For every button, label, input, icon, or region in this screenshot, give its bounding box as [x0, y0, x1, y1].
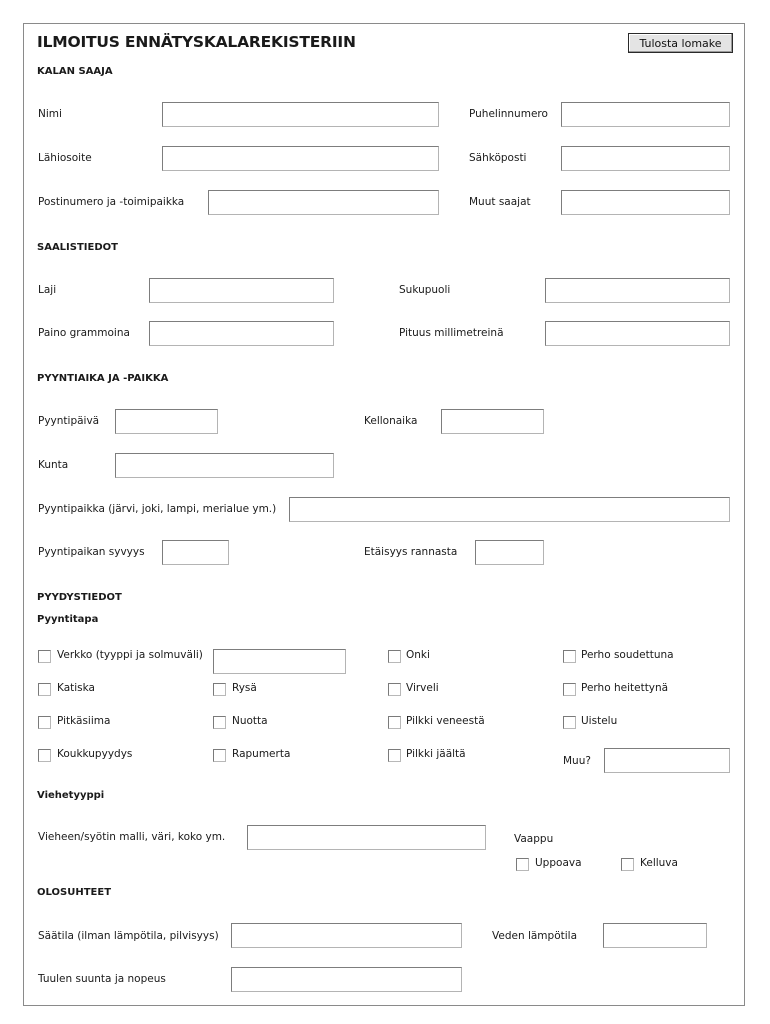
checkbox-rapumerta[interactable]	[213, 749, 226, 762]
checkbox-pitkasiima[interactable]	[38, 716, 51, 729]
print-form-button[interactable]: Tulosta lomake	[628, 33, 733, 53]
checkbox-perho-heitettyna[interactable]	[563, 683, 576, 696]
date-label: Pyyntipäivä	[38, 415, 100, 427]
depth-field[interactable]	[162, 540, 229, 565]
form-title: ILMOITUS ENNÄTYSKALAREKISTERIIN	[37, 33, 356, 51]
perho-soudettuna-label: Perho soudettuna	[581, 649, 674, 661]
checkbox-koukkupyydys[interactable]	[38, 749, 51, 762]
virveli-label: Virveli	[406, 682, 439, 694]
phone-field[interactable]	[561, 102, 730, 127]
lure-model-field[interactable]	[247, 825, 486, 850]
lure-type-heading: Viehetyyppi	[37, 790, 105, 801]
checkbox-pilkki-jaalta[interactable]	[388, 749, 401, 762]
rysa-label: Rysä	[232, 682, 257, 694]
wind-field[interactable]	[231, 967, 462, 992]
municipality-label: Kunta	[38, 459, 69, 471]
municipality-field[interactable]	[115, 453, 334, 478]
checkbox-uistelu[interactable]	[563, 716, 576, 729]
pitkasiima-label: Pitkäsiima	[57, 715, 111, 727]
weight-field[interactable]	[149, 321, 334, 346]
distance-field[interactable]	[475, 540, 544, 565]
other-catchers-field[interactable]	[561, 190, 730, 215]
other-catchers-label: Muut saajat	[469, 196, 531, 208]
rapumerta-label: Rapumerta	[232, 748, 291, 760]
place-field[interactable]	[289, 497, 730, 522]
checkbox-pilkki-veneesta[interactable]	[388, 716, 401, 729]
nuotta-label: Nuotta	[232, 715, 268, 727]
weather-label: Säätila (ilman lämpötila, pilvisyys)	[38, 930, 219, 942]
checkbox-nuotta[interactable]	[213, 716, 226, 729]
section-heading-conditions: OLOSUHTEET	[37, 887, 112, 898]
place-label: Pyyntipaikka (järvi, joki, lampi, merialue ym.)	[38, 503, 277, 515]
uistelu-label: Uistelu	[581, 715, 618, 727]
lure-model-label: Vieheen/syötin malli, väri, koko ym.	[38, 831, 226, 843]
pilkki-jaalta-label: Pilkki jäältä	[406, 748, 466, 760]
verkko-label: Verkko (tyyppi ja solmuväli)	[57, 649, 203, 661]
depth-label: Pyyntipaikan syvyys	[38, 546, 145, 558]
net-type-field[interactable]	[213, 649, 346, 674]
pilkki-veneesta-label: Pilkki veneestä	[406, 715, 485, 727]
sex-field[interactable]	[545, 278, 730, 303]
checkbox-perho-soudettuna[interactable]	[563, 650, 576, 663]
checkbox-verkko[interactable]	[38, 650, 51, 663]
species-label: Laji	[38, 284, 57, 296]
email-label: Sähköposti	[469, 152, 527, 164]
wind-label: Tuulen suunta ja nopeus	[38, 973, 166, 985]
time-label: Kellonaika	[364, 415, 418, 427]
length-field[interactable]	[545, 321, 730, 346]
checkbox-uppoava[interactable]	[516, 858, 529, 871]
phone-label: Puhelinnumero	[469, 108, 548, 120]
checkbox-onki[interactable]	[388, 650, 401, 663]
email-field[interactable]	[561, 146, 730, 171]
perho-heitettyna-label: Perho heitettynä	[581, 682, 669, 694]
checkbox-rysa[interactable]	[213, 683, 226, 696]
section-heading-catcher: KALAN SAAJA	[37, 66, 113, 77]
sex-label: Sukupuoli	[399, 284, 451, 296]
date-field[interactable]	[115, 409, 218, 434]
checkbox-virveli[interactable]	[388, 683, 401, 696]
species-field[interactable]	[149, 278, 334, 303]
postal-label: Postinumero ja -toimipaikka	[38, 196, 185, 208]
distance-label: Etäisyys rannasta	[364, 546, 458, 558]
time-field[interactable]	[441, 409, 544, 434]
section-heading-gear: PYYDYSTIEDOT	[37, 592, 122, 603]
other-method-field[interactable]	[604, 748, 730, 773]
water-temp-field[interactable]	[603, 923, 707, 948]
section-heading-time-place: PYYNTIAIKA JA -PAIKKA	[37, 373, 169, 384]
koukkupyydys-label: Koukkupyydys	[57, 748, 133, 760]
fishing-method-heading: Pyyntitapa	[37, 614, 99, 625]
weight-label: Paino grammoina	[38, 327, 130, 339]
water-temp-label: Veden lämpötila	[492, 930, 577, 942]
weather-field[interactable]	[231, 923, 462, 948]
length-label: Pituus millimetreinä	[399, 327, 504, 339]
postal-field[interactable]	[208, 190, 439, 215]
other-method-label: Muu?	[563, 755, 591, 767]
address-field[interactable]	[162, 146, 439, 171]
checkbox-katiska[interactable]	[38, 683, 51, 696]
address-label: Lähiosoite	[38, 152, 92, 164]
kelluva-label: Kelluva	[640, 857, 678, 869]
wobbler-label: Vaappu	[514, 833, 554, 845]
onki-label: Onki	[406, 649, 430, 661]
katiska-label: Katiska	[57, 682, 95, 694]
checkbox-kelluva[interactable]	[621, 858, 634, 871]
section-heading-catch: SAALISTIEDOT	[37, 242, 118, 253]
uppoava-label: Uppoava	[535, 857, 582, 869]
name-field[interactable]	[162, 102, 439, 127]
name-label: Nimi	[38, 108, 62, 120]
